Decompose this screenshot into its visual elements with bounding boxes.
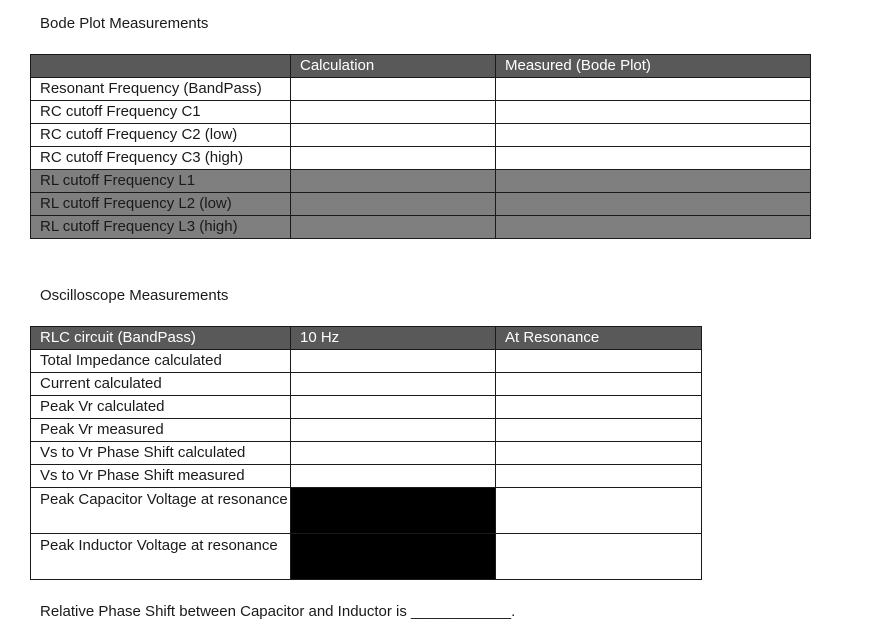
- row-label: Vs to Vr Phase Shift calculated: [31, 442, 291, 465]
- row-label: RC cutoff Frequency C1: [31, 101, 291, 124]
- row-label: RC cutoff Frequency C3 (high): [31, 147, 291, 170]
- header-cell-10hz: 10 Hz: [291, 327, 496, 350]
- measured-cell[interactable]: [496, 101, 811, 124]
- row-label: Total Impedance calculated: [31, 350, 291, 373]
- header-cell-resonance: At Resonance: [496, 327, 702, 350]
- row-label: Peak Inductor Voltage at resonance: [31, 534, 291, 580]
- value-cell-10hz[interactable]: [291, 396, 496, 419]
- table-row: [31, 147, 811, 170]
- row-label: RL cutoff Frequency L2 (low): [31, 193, 291, 216]
- blacked-out-cell: [291, 488, 496, 534]
- calculation-cell-shaded: [291, 193, 496, 216]
- measured-cell-shaded: [496, 193, 811, 216]
- oscilloscope-measurements-table: [30, 326, 702, 580]
- table-row: [31, 101, 811, 124]
- table-row: [31, 442, 702, 465]
- table-row: [31, 124, 811, 147]
- shaded-table-row: [31, 170, 811, 193]
- value-cell-resonance[interactable]: [496, 373, 702, 396]
- row-label: RL cutoff Frequency L3 (high): [31, 216, 291, 239]
- calculation-cell[interactable]: [291, 124, 496, 147]
- bode-section-title: Bode Plot Measurements: [40, 15, 209, 32]
- row-label: Peak Vr measured: [31, 419, 291, 442]
- table-row: [31, 373, 702, 396]
- blacked-out-cell: [291, 534, 496, 580]
- measured-cell[interactable]: [496, 78, 811, 101]
- value-cell-10hz[interactable]: [291, 465, 496, 488]
- value-cell-10hz[interactable]: [291, 419, 496, 442]
- value-cell-resonance[interactable]: [496, 396, 702, 419]
- measured-cell[interactable]: [496, 124, 811, 147]
- value-cell-resonance[interactable]: [496, 488, 702, 534]
- value-cell-resonance[interactable]: [496, 350, 702, 373]
- row-label: RC cutoff Frequency C2 (low): [31, 124, 291, 147]
- row-label: Current calculated: [31, 373, 291, 396]
- calculation-cell-shaded: [291, 170, 496, 193]
- table-row: [31, 78, 811, 101]
- calculation-cell[interactable]: [291, 101, 496, 124]
- calculation-cell[interactable]: [291, 78, 496, 101]
- row-label: RL cutoff Frequency L1: [31, 170, 291, 193]
- value-cell-10hz[interactable]: [291, 373, 496, 396]
- table-row: [31, 465, 702, 488]
- measured-cell-shaded: [496, 216, 811, 239]
- value-cell-resonance[interactable]: [496, 534, 702, 580]
- value-cell-resonance[interactable]: [496, 419, 702, 442]
- shaded-table-row: [31, 193, 811, 216]
- oscilloscope-section-title: Oscilloscope Measurements: [40, 287, 229, 304]
- measured-cell-shaded: [496, 170, 811, 193]
- table-header-row: [31, 55, 811, 78]
- table-row: [31, 419, 702, 442]
- row-label: Peak Capacitor Voltage at resonance: [31, 488, 291, 534]
- table-row: [31, 396, 702, 419]
- calculation-cell-shaded: [291, 216, 496, 239]
- shaded-table-row: [31, 216, 811, 239]
- value-cell-10hz[interactable]: [291, 442, 496, 465]
- phase-shift-prompt: Relative Phase Shift between Capacitor and Inductor is ____________.: [40, 603, 516, 620]
- header-cell-calculation: Calculation: [291, 55, 496, 78]
- value-cell-10hz[interactable]: [291, 350, 496, 373]
- value-cell-resonance[interactable]: [496, 465, 702, 488]
- calculation-cell[interactable]: [291, 147, 496, 170]
- table-row: [31, 350, 702, 373]
- row-label: Peak Vr calculated: [31, 396, 291, 419]
- header-cell-label: [31, 55, 291, 78]
- bode-measurements-table: [30, 54, 811, 239]
- row-label: Resonant Frequency (BandPass): [31, 78, 291, 101]
- table-row: [31, 488, 702, 534]
- value-cell-resonance[interactable]: [496, 442, 702, 465]
- header-cell-measured: Measured (Bode Plot): [496, 55, 811, 78]
- table-header-row: [31, 327, 702, 350]
- header-cell-circuit: RLC circuit (BandPass): [31, 327, 291, 350]
- table-row: [31, 534, 702, 580]
- measured-cell[interactable]: [496, 147, 811, 170]
- row-label: Vs to Vr Phase Shift measured: [31, 465, 291, 488]
